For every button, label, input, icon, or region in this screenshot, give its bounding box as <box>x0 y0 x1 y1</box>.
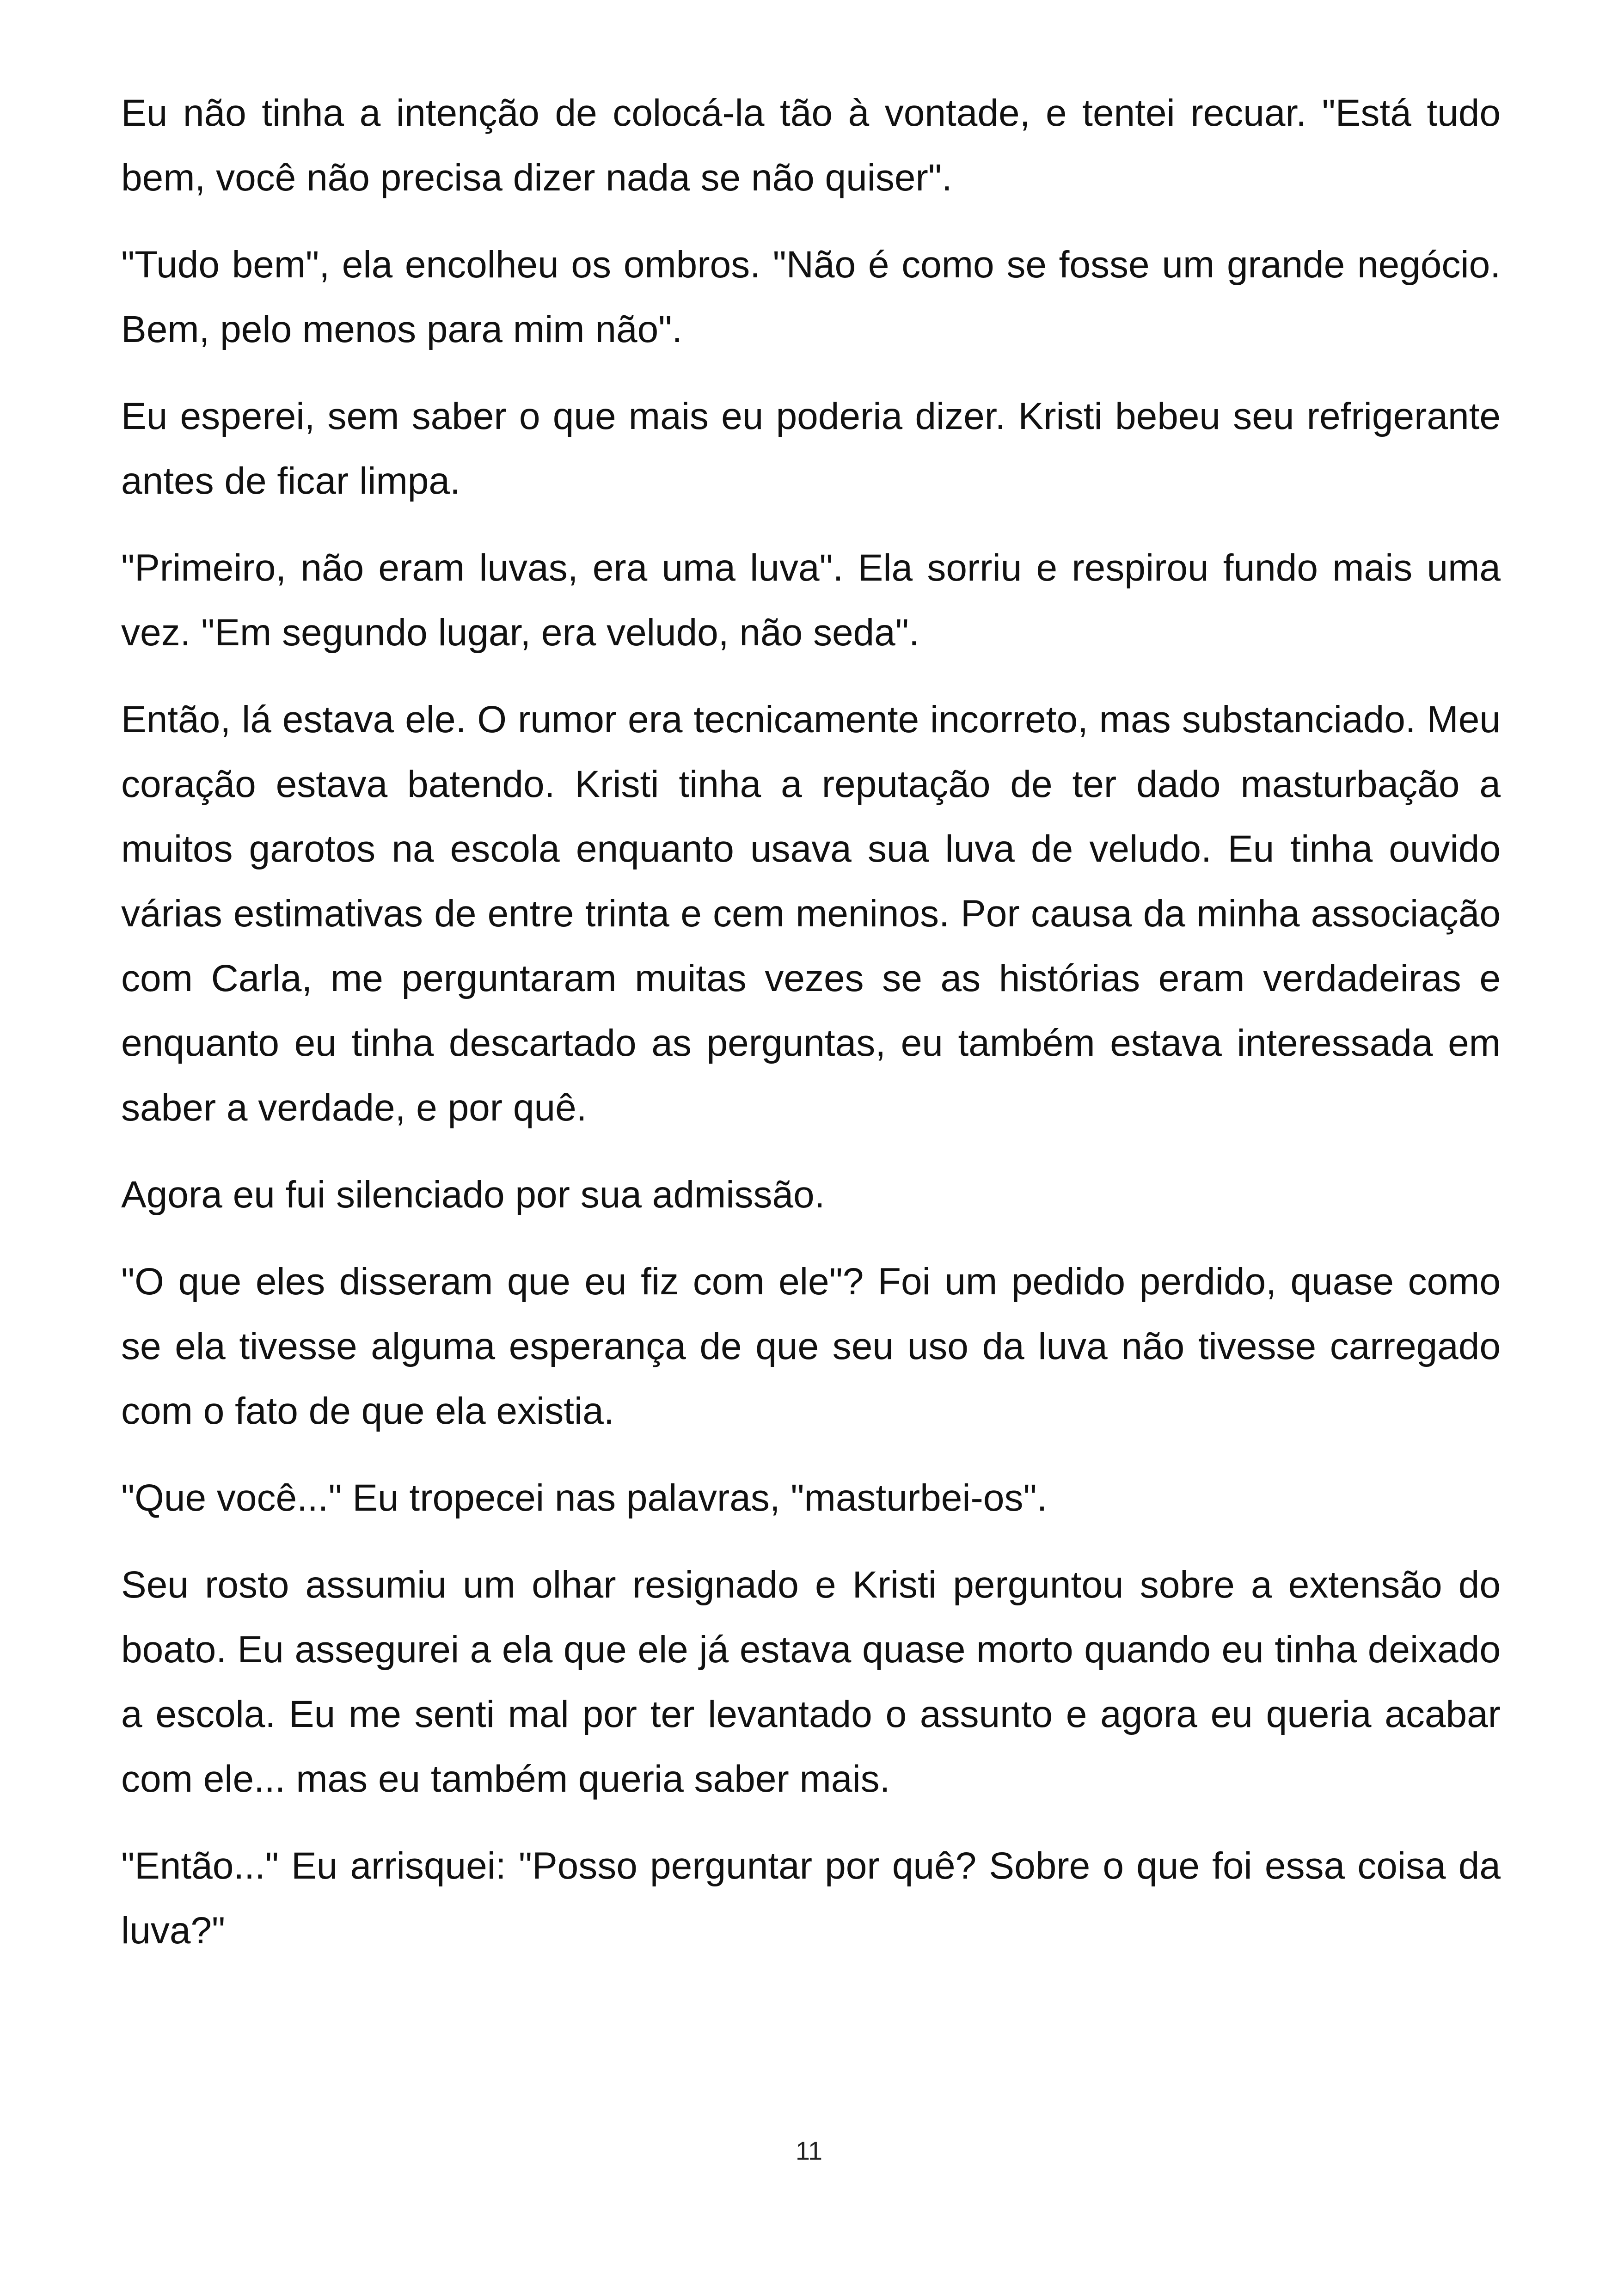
body-text <box>121 81 1501 1985</box>
paragraph: "Então..." Eu arrisquei: "Posso perguntar por quê? Sobre o que foi essa coisa da luva?" <box>121 1845 1501 1952</box>
paragraph: Agora eu fui silenciado por sua admissão. <box>121 1174 825 1216</box>
paragraph: "Tudo bem", ela encolheu os ombros. "Não é como se fosse um grande negócio. Bem, pelo menos para mim não". <box>121 244 1501 350</box>
paragraph: "O que eles disseram que eu fiz com ele"? Foi um pedido perdido, quase como se ela tivesse alguma esperança de que seu uso da luva não tivesse carregado com o fato de que ela existia. <box>121 1261 1501 1432</box>
paragraph: Eu não tinha a intenção de colocá-la tão à vontade, e tentei recuar. "Está tudo bem, você não precisa dizer nada se não quiser". <box>121 92 1501 199</box>
paragraph: Então, lá estava ele. O rumor era tecnicamente incorreto, mas substanciado. Meu coração estava batendo. Kristi tinha a reputação de ter dado masturbação a muitos garotos na escola enquanto usava sua luva de veludo. Eu tinha ouvido várias estimativas de entre trinta e cem meninos. Por causa da minha associação com Carla, me perguntaram muitas vezes se as histórias eram verdadeiras e enquanto eu tinha descartado as perguntas, eu também estava interessada em saber a verdade, e por quê. <box>121 698 1501 1129</box>
paragraph: "Primeiro, não eram luvas, era uma luva". Ela sorriu e respirou fundo mais uma vez. "Em segundo lugar, era veludo, não seda". <box>121 547 1501 654</box>
paragraph: Eu esperei, sem saber o que mais eu poderia dizer. Kristi bebeu seu refrigerante antes de ficar limpa. <box>121 395 1501 502</box>
paragraph: Seu rosto assumiu um olhar resignado e Kristi perguntou sobre a extensão do boato. Eu assegurei a ela que ele já estava quase morto quando eu tinha deixado a escola. Eu me senti mal por ter levantado o assunto e agora eu queria acabar com ele... mas eu também queria saber mais. <box>121 1564 1501 1800</box>
page-number: 11 <box>795 2136 823 2165</box>
paragraph: "Que você..." Eu tropecei nas palavras, "masturbei-os". <box>121 1477 1048 1519</box>
